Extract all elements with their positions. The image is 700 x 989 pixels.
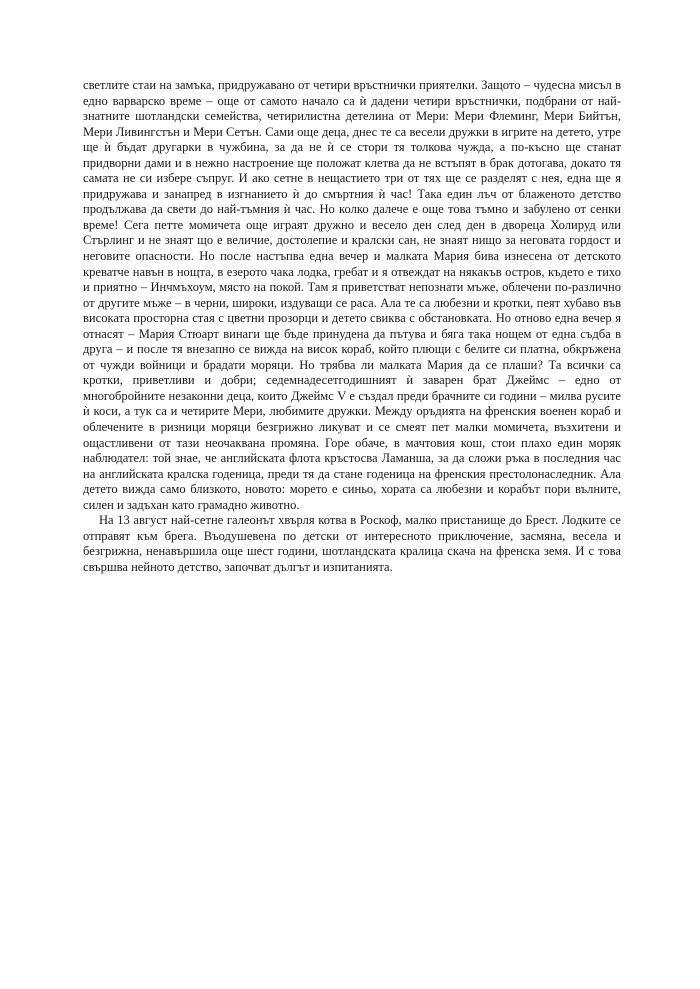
document-page: [83, 78, 621, 576]
paragraph-1: светлите стаи на замъка, придружавано от четири връстнички приятелки. Защото – чудесна мисъл в едно варварско време – още от самото начало са ѝ дадени четири връстнички, подбрани от най-знатните шотландски семейства, четирилистна детелина от Мери: Мери Флеминг, Мери Бийтън, Мери Ливингстън и Мери Сетън. Сами още деца, днес те са весели дружки в игрите на детето, утре ще ѝ бъдат другарки в чужбина, за да не ѝ се стори тя толкова чужда, а по-късно ще станат придворни дами и в нежно настроение ще положат клетва да не встъпят в брак дотогава, докато тя самата не си избере съпруг. И ако сетне в нещастието три от тях ще се разделят с нея, една ще я придружава и занапред в изгнанието ѝ до смъртния ѝ час! Така един лъч от блаженото детство продължава да свети до най-тъмния ѝ час. Но колко далече е още това тъмно и забулено от сенки време! Сега петте момичета още играят дружно и весело ден след ден в двореца Холируд или Стърлинг и не знаят що е величие, достолепие и кралски сан, не знаят нищо за неговата гордост и неговите опасности. Но после настъпва една вечер и малката Мария бива изнесена от детското креватче навън в нощта, в езерото чака лодка, гребат и я отвеждат на някакъв остров, където е тихо и приятно – Инчмъхоум, място на покой. Там я приветстват непознати мъже, облечени по-различно от другите мъже – в черни, широки, издуващи се раса. Ала те са любезни и кротки, пеят хубаво във високата просторна стая с цветни прозорци и детето свиква с обстановката. Но отново една вечер я отнасят – Мария Стюарт винаги ще бъде принудена да пътува и бяга така нощем от една съдба в друга – и после тя внезапно се вижда на висок кораб, който плющи с белите си платна, обкръжена от чужди войници и брадати моряци. Но трябва ли малката Мария да се плаши? Та всички са кротки, приветливи и добри; седемнадесетгодишният ѝ заварен брат Джеймс – едно от многобройните незаконни деца, които Джеймс V е създал преди брачните си години – милва русите ѝ коси, а тук са и четирите Мери, любимите дружки. Между оръдията на френския военен кораб и облечените в ризници моряци безгрижно ликуват и се смеят пет малки момичета, възхитени и ощастливени от тази неочаквана промяна. Горе обаче, в мачтовия кош, стои плахо един моряк наблюдател: той знае, че английската флота кръстосва Ламанша, за да сложи ръка в последния час на английската кралска годеница, преди тя да стане годеница на френския престолонаследник. Ала детето вижда само близкото, новото: морето е синьо, хората са любезни и корабът пори вълните, силен и задъхан като грамадно животно.: [83, 78, 621, 512]
paragraph-2: На 13 август най-сетне галеонът хвърля котва в Роскоф, малко пристанище до Брест. Лодките се отправят към брега. Въодушевена по детски от интересното приключение, засмяна, весела и безгрижна, ненавършила още шест години, шотландската кралица скача на френска земя. И с това свършва нейното детство, започват дългът и изпитанията.: [83, 513, 621, 574]
